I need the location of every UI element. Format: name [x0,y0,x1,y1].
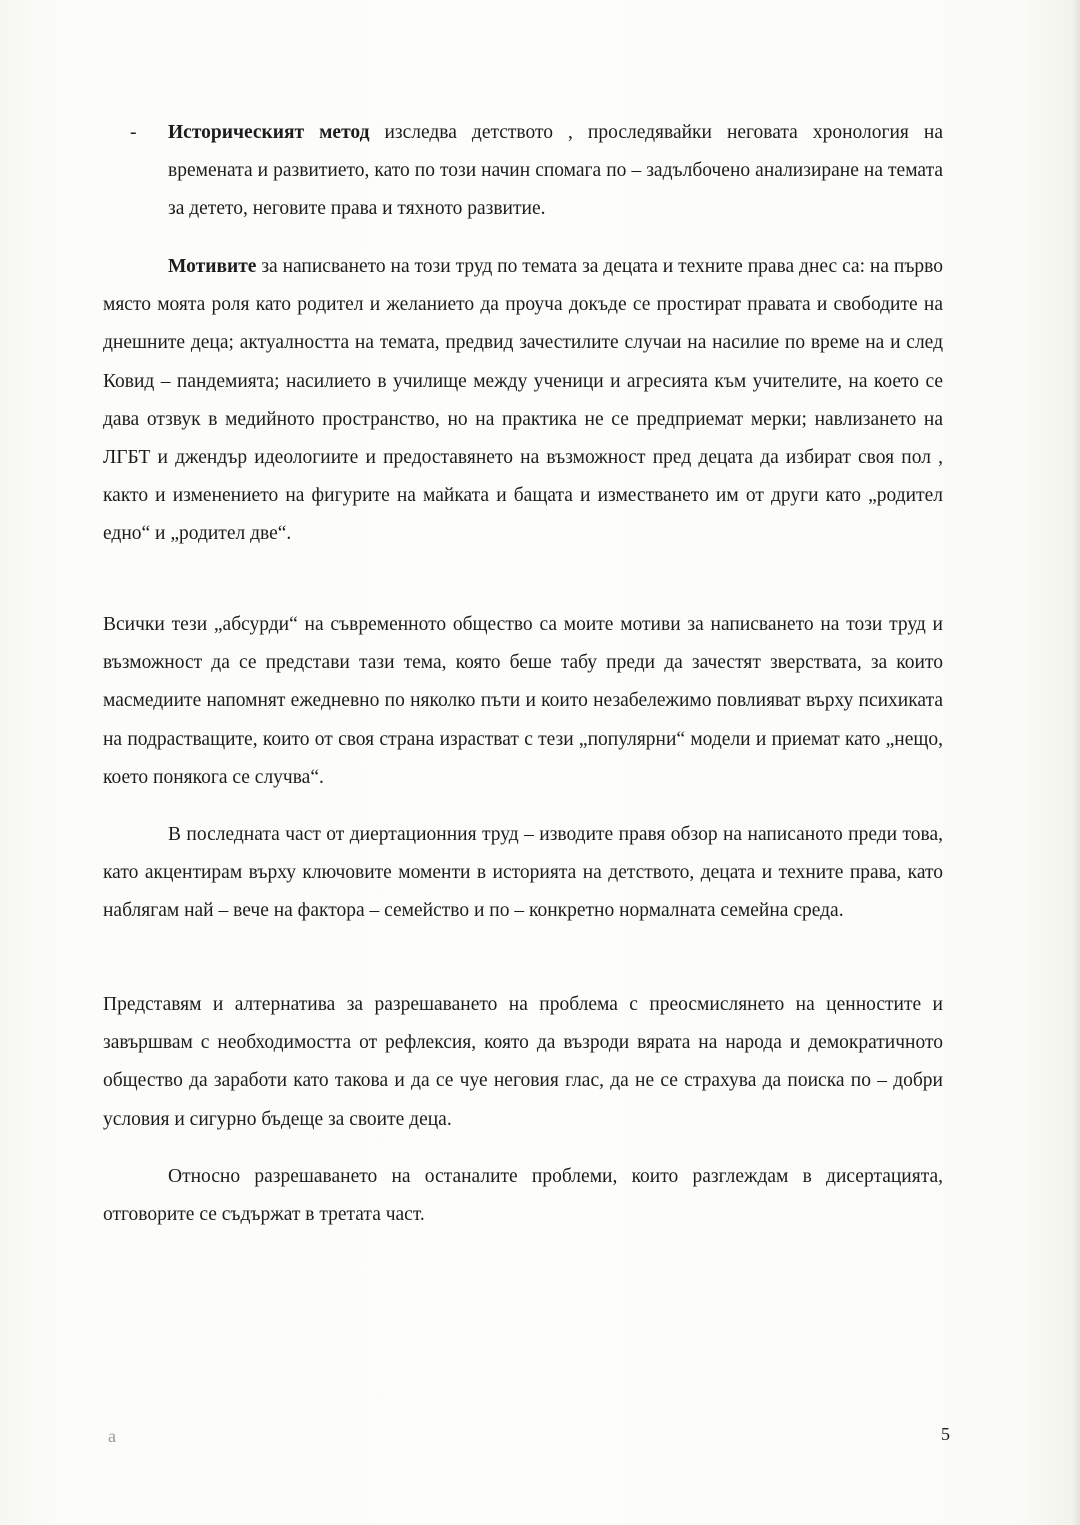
remaining-paragraph: Относно разрешаването на останалите проблеми, които разглеждам в дисертацията, отговорите се съдържат в третата част. [103,1166,943,1226]
page-number: 5 [941,1424,950,1444]
stray-mark: a [108,1426,116,1446]
bullet-text [168,114,943,229]
bullet-bold-lead: Историческият метод [168,122,370,143]
last-part-paragraph: В последната част от диертационния труд – изводите правя обзор на написаното преди това, като акцентирам върху ключовите моменти в историята на детството, децата и техните права, като наблягам най – вече на фактора – семейство и по – конкретно нормалната семейна среда. [103,824,943,922]
motives-bold-lead: Мотивите [168,256,257,277]
motives-paragraph [103,248,943,554]
bullet-dash: - [130,122,137,143]
motives-body: за написването на този труд по темата за децата и техните права днес са: на първо място моята роля като родител и желанието да проуча докъде се простират правата и свободите на днешните деца; актуалността на темата, предвид зачестилите случаи на насилие по време на и след Ковид – пандемията; насилието в училище между ученици и агресията към учителите, на което се дава отзвук в медийното пространство, но на практика не се предприемат мерки; навлизането на ЛГБТ и джендър идеологиите и предоставянето на възможност пред децата да избират своя пол , както и изменението на фигурите на майката и бащата и изместването им от други като „родител едно“ и „родител две“. [103,256,943,545]
bullet-body: изследва детството , проследявайки неговата хронология на времената и развитието, като по този начин спомага по – задълбочено анализиране на темата за детето, неговите права и тяхното развитие. [168,122,943,220]
alternative-paragraph: Представям и алтернатива за разрешаването на проблема с преосмислянето на ценностите и завършвам с необходимостта от рефлексия, която да възроди вярата на народа и демократичното общество да заработи като такова и да се чуе неговия глас, да не се страхува да поиска по – добри условия и сигурно бъдеще за своите деца. [103,994,943,1130]
absurds-paragraph: Всички тези „абсурди“ на съвременното общество са моите мотиви за написването на този труд и възможност да се представи тази тема, която беше табу преди да зачестят зверствата, за които масмедиите напомнят ежедневно по няколко пъти и които незабележимо повлияват върху психиката на подрастващите, които от своя страна израстват с тези „популярни“ модели и приемат като „нещо, което понякога се случва“. [103,614,943,788]
page-edge-shadow [1072,0,1080,1525]
